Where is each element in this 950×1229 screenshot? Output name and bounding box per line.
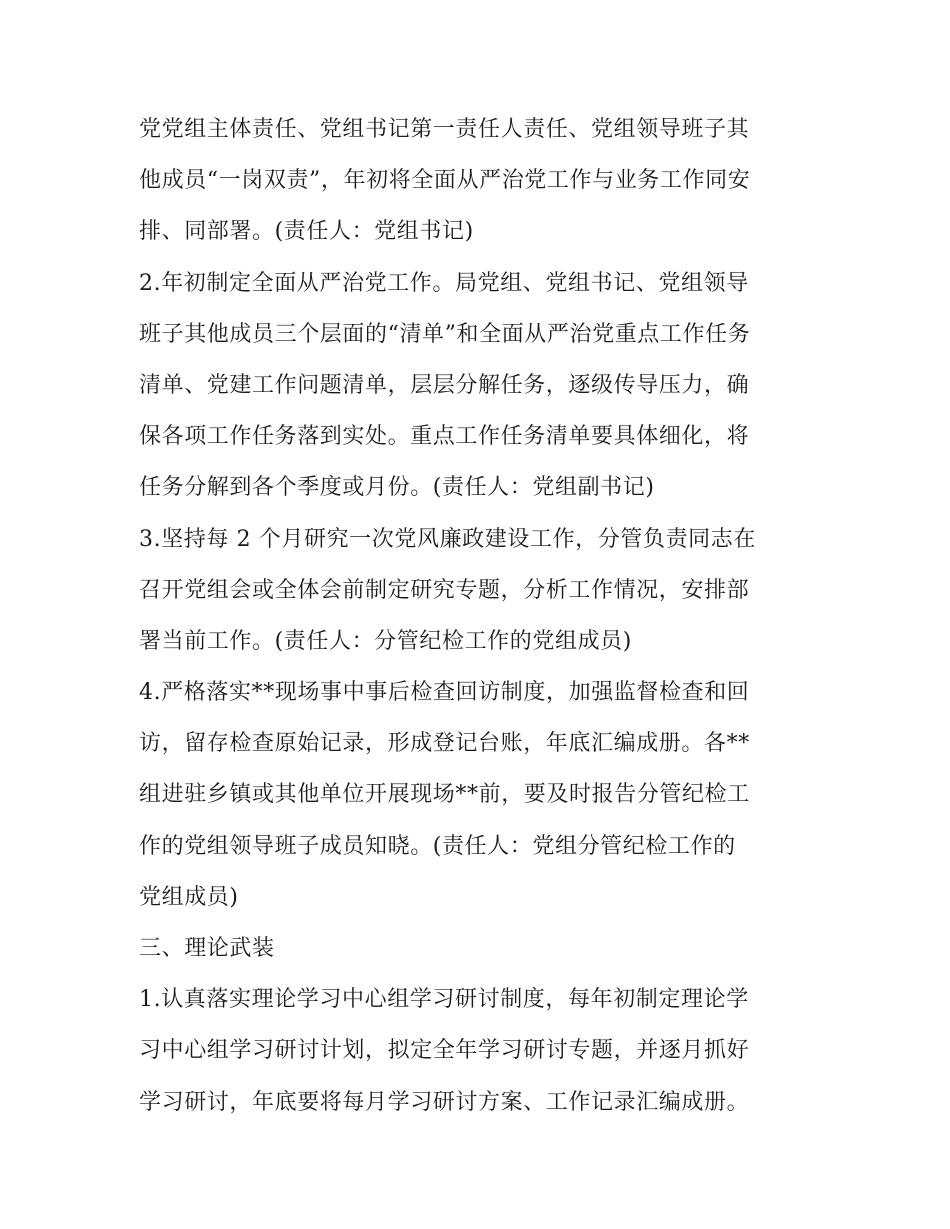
section-heading: 三、理论武装	[139, 936, 275, 961]
text-line: 2.年初制定全面从严治党工作。局党组、党组书记、党组领导	[139, 270, 749, 296]
text-line: 署当前工作。(责任人：分管纪检工作的党组成员)	[139, 628, 632, 654]
text-line: 作的党组领导班子成员知晓。(责任人：党组分管纪检工作的	[139, 833, 736, 859]
text-line: 组进驻乡镇或其他单位开展现场**前，要及时报告分管纪检工	[139, 782, 750, 808]
text-line: 1.认真落实理论学习中心组学习研讨制度，每年初制定理论学	[139, 987, 749, 1013]
text-line: 学习研讨，年底要将每月学习研讨方案、工作记录汇编成册。	[139, 1089, 750, 1115]
text-line: 清单、党建工作问题清单，层层分解任务，逐级传导压力，确	[139, 372, 750, 398]
text-line: 保各项工作任务落到实处。重点工作任务清单要具体细化，将	[139, 424, 750, 450]
text-line: 习中心组学习研讨计划，拟定全年学习研讨专题，并逐月抓好	[139, 1038, 750, 1064]
text-line: 4.严格落实**现场事中事后检查回访制度，加强监督检查和回	[139, 680, 750, 706]
document-body	[139, 104, 819, 1128]
text-line: 排、同部署。(责任人：党组书记)	[139, 219, 474, 245]
text-line: 党组成员)	[139, 884, 239, 910]
text-line: 召开党组会或全体会前制定研究专题，分析工作情况，安排部	[139, 577, 750, 603]
text-line: 党党组主体责任、党组书记第一责任人责任、党组领导班子其	[139, 117, 750, 142]
text-line: 班子其他成员三个层面的“清单”和全面从严治党重点工作任务	[139, 321, 751, 347]
text-line: 访，留存检查原始记录，形成登记台账，年底汇编成册。各**	[139, 731, 750, 757]
text-line: 他成员“一岗双责”，年初将全面从严治党工作与业务工作同安	[139, 168, 751, 194]
text-line: 任务分解到各个季度或月份。(责任人：党组副书记)	[139, 475, 655, 501]
text-line: 3.坚持每 2 个月研究一次党风廉政建设工作，分管负责同志在	[139, 526, 756, 552]
